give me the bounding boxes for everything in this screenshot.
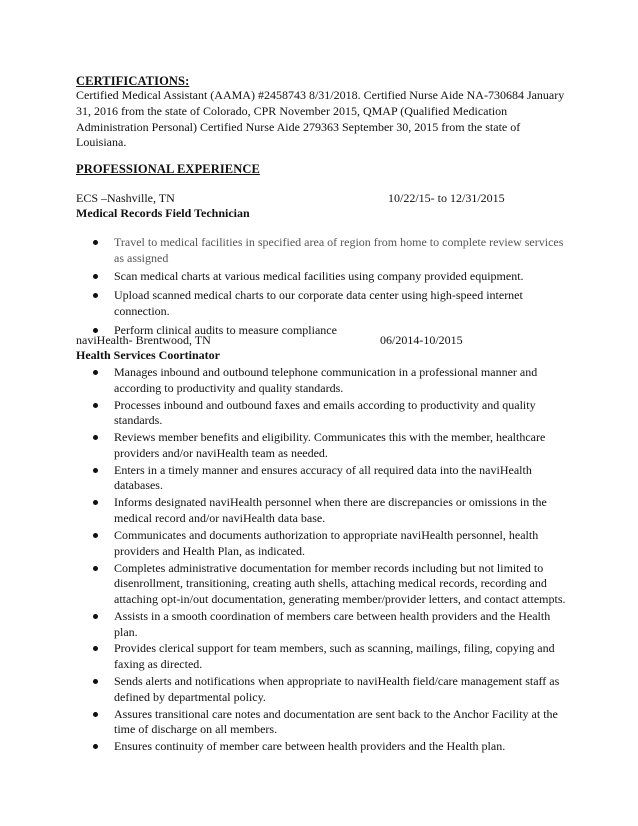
list-item: Perform clinical audits to measure compliance [76, 323, 568, 339]
job-1-dates: 10/22/15- to 12/31/2015 [388, 191, 505, 205]
list-item: Ensures continuity of member care between health providers and the Health plan. [76, 739, 568, 755]
bullet-icon [93, 500, 98, 505]
bullet-icon [93, 646, 98, 651]
job-1-bullets [76, 235, 568, 341]
job-1-employer: ECS –Nashville, TN [76, 191, 175, 205]
bullet-icon [93, 744, 98, 749]
bullet-icon [93, 370, 98, 375]
bullet-icon [93, 274, 98, 279]
list-item: Manages inbound and outbound telephone communication in a professional manner and according to productivity and quality standards. [76, 365, 568, 396]
bullet-icon [93, 679, 98, 684]
list-item: Enters in a timely manner and ensures accuracy of all required data into the naviHealth databases. [76, 463, 568, 494]
list-item: Assists in a smooth coordination of members care between health providers and the Health plan. [76, 609, 568, 640]
bullet-icon [93, 435, 98, 440]
job-2-title: Health Services Coortinator [76, 348, 220, 362]
list-item: Completes administrative documentation for member records including but not limited to disenrollment, transitioning, creating auth shells, attaching medical records, recording and attaching opt-in/out documentation, generating member/provider letters, and contact attempts. [76, 561, 568, 608]
list-item: Travel to medical facilities in specified area of region from home to complete review services as assigned [76, 235, 568, 266]
list-item: Informs designated naviHealth personnel when there are discrepancies or omissions in the medical record and/or naviHealth data base. [76, 495, 568, 526]
list-item: Provides clerical support for team members, such as scanning, mailings, filing, copying and faxing as directed. [76, 641, 568, 672]
bullet-icon [93, 293, 98, 298]
bullet-icon [93, 240, 98, 245]
list-item: Processes inbound and outbound faxes and emails according to productivity and quality standards. [76, 398, 568, 429]
bullet-icon [93, 566, 98, 571]
bullet-icon [93, 712, 98, 717]
list-item: Upload scanned medical charts to our corporate data center using high-speed internet connection. [76, 288, 568, 319]
bullet-icon [93, 403, 98, 408]
list-item: Reviews member benefits and eligibility. Communicates this with the member, healthcare providers and/or naviHealth team as needed. [76, 430, 568, 461]
job-2-employer: naviHealth- Brentwood, TN [76, 333, 211, 347]
bullet-icon [93, 468, 98, 473]
list-item: Sends alerts and notifications when appropriate to naviHealth field/care management staff as defined by departmental policy. [76, 674, 568, 705]
certifications-heading: CERTIFICATIONS: [76, 74, 190, 88]
job-2-bullets [76, 365, 568, 756]
job-1-title: Medical Records Field Technician [76, 206, 250, 220]
list-item: Assures transitional care notes and documentation are sent back to the Anchor Facility at the time of discharge on all members. [76, 707, 568, 738]
bullet-icon [93, 614, 98, 619]
list-item: Communicates and documents authorization to appropriate naviHealth personnel, health providers and Health Plan, as indicated. [76, 528, 568, 559]
bullet-icon [93, 533, 98, 538]
experience-heading: PROFESSIONAL EXPERIENCE [76, 162, 260, 176]
certifications-text: Certified Medical Assistant (AAMA) #2458743 8/31/2018. Certified Nurse Aide NA-730684 January 31, 2016 from the state of Colorado, CPR November 2015, QMAP (Qualified Medication Administration Personal) Certified Nurse Aide 279363 September 30, 2015 from the state of Louisiana. [76, 88, 565, 150]
job-2-dates: 06/2014-10/2015 [380, 333, 463, 347]
list-item: Scan medical charts at various medical facilities using company provided equipment. [76, 269, 568, 285]
bullet-icon [93, 328, 98, 333]
